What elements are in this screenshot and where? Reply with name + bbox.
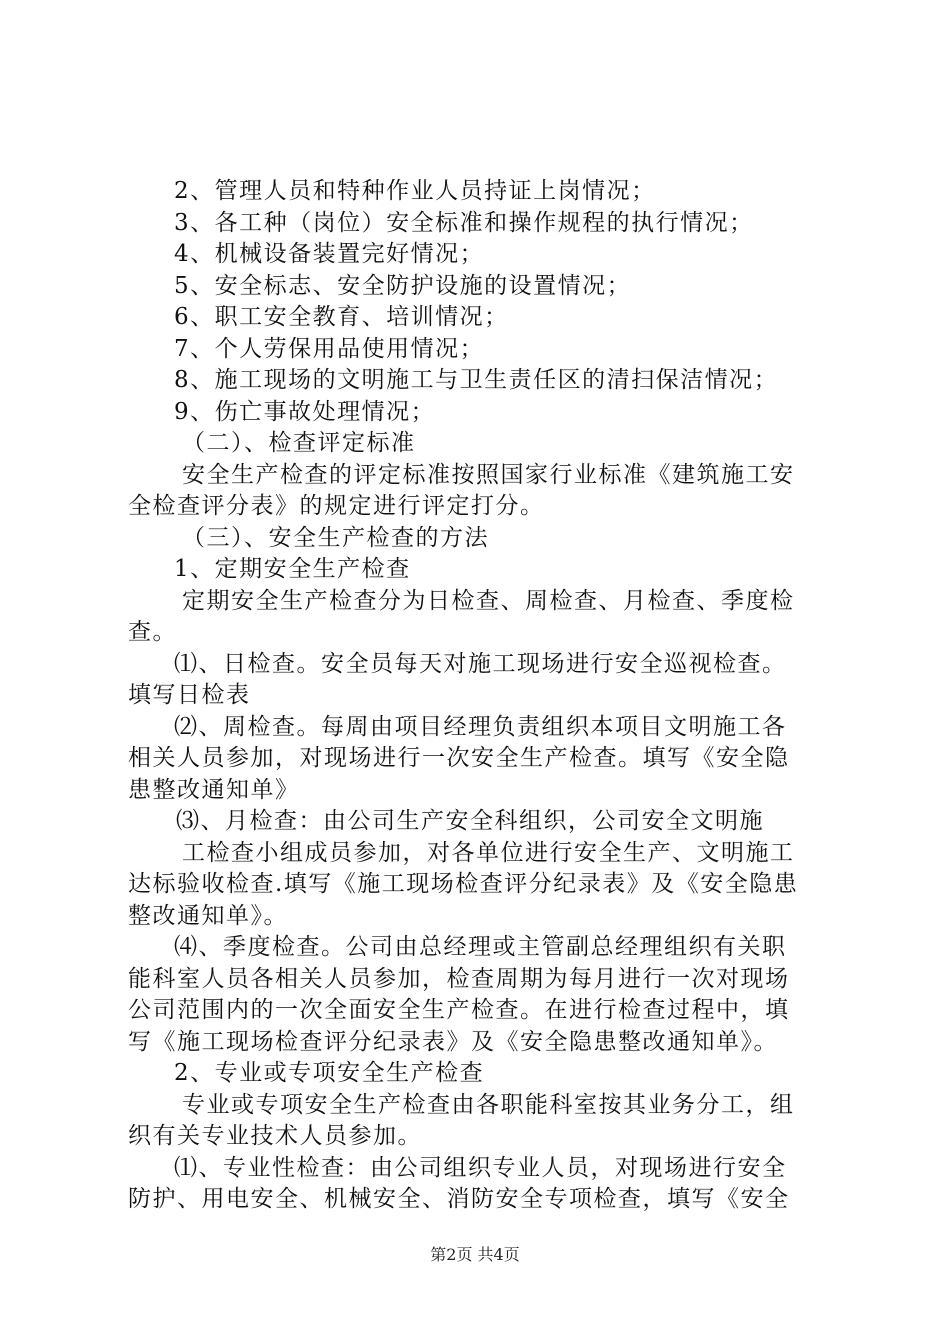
paragraph-line: 9、伤亡事故处理情况；	[174, 398, 436, 425]
paragraph-line: 查。	[128, 619, 177, 645]
paragraph-line: 患整改通知单》	[128, 776, 300, 803]
paragraph-line: 8、施工现场的文明施工与卫生责任区的清扫保洁情况；	[174, 367, 779, 393]
paragraph-line: （二）、检查评定标准	[182, 430, 416, 456]
paragraph-line: 4、机械设备装置完好情况；	[174, 241, 485, 267]
paragraph-line: 2、专业或专项安全生产检查	[174, 1060, 485, 1086]
paragraph-line: 7、个人劳保用品使用情况；	[174, 335, 485, 362]
paragraph-line: 专业或专项安全生产检查由各职能科室按其业务分工，组	[182, 1091, 795, 1118]
paragraph-line: 定期安全生产检查分为日检查、周检查、月检查、季度检	[182, 587, 795, 614]
paragraph-line: ⑶、月检查：由公司生产安全科组织，公司安全文明施	[176, 808, 764, 834]
paragraph-line: 防护、用电安全、机械安全、消防安全专项检查，填写《安全	[128, 1186, 790, 1212]
paragraph-line: 安全生产检查的评定标准按照国家行业标准《建筑施工安	[182, 461, 795, 488]
paragraph-line: 全检查评分表》的规定进行评定打分。	[128, 493, 545, 519]
paragraph-line: 工检查小组成员参加，对各单位进行安全生产、文明施工	[182, 839, 795, 866]
paragraph-line: 整改通知单》。	[128, 902, 288, 929]
paragraph-line: ⑴、专业性检查：由公司组织专业人员，对现场进行安全	[174, 1154, 787, 1181]
paragraph-line: ⑴、日检查。安全员每天对施工现场进行安全巡视检查。	[174, 650, 787, 677]
paragraph-line: 写《施工现场检查评分纪录表》及《安全隐患整改通知单》。	[128, 1028, 778, 1055]
paragraph-line: （三）、安全生产检查的方法	[182, 524, 489, 551]
paragraph-line: 公司范围内的一次全面安全生产检查。在进行检查过程中，填	[128, 997, 790, 1023]
document-body	[128, 176, 834, 1216]
paragraph-line: 能科室人员各相关人员参加，检查周期为每月进行一次对现场	[128, 965, 790, 992]
paragraph-line: 5、安全标志、安全防护设施的设置情况；	[174, 272, 632, 299]
paragraph-line: 6、职工安全教育、培训情况；	[174, 304, 509, 330]
paragraph-line: 2、管理人员和特种作业人员持证上岗情况；	[174, 178, 656, 204]
paragraph-line: ⑵、周检查。每周由项目经理负责组织本项目文明施工各	[174, 713, 787, 740]
paragraph-line: 3、各工种（岗位）安全标准和操作规程的执行情况；	[174, 209, 754, 236]
paragraph-line: 织有关专业技术人员参加。	[128, 1123, 422, 1149]
paragraph-line: 相关人员参加，对现场进行一次安全生产检查。填写《安全隐	[128, 745, 790, 771]
paragraph-line: ⑷、季度检查。公司由总经理或主管副总经理组织有关职	[174, 934, 787, 960]
paragraph-line: 达标验收检查.填写《施工现场检查评分纪录表》及《安全隐患	[128, 871, 799, 897]
page-footer: 第2页 共4页	[430, 1245, 520, 1264]
paragraph-line: 填写日检表	[128, 682, 251, 708]
paragraph-line: 1、定期安全生产检查	[174, 556, 411, 582]
